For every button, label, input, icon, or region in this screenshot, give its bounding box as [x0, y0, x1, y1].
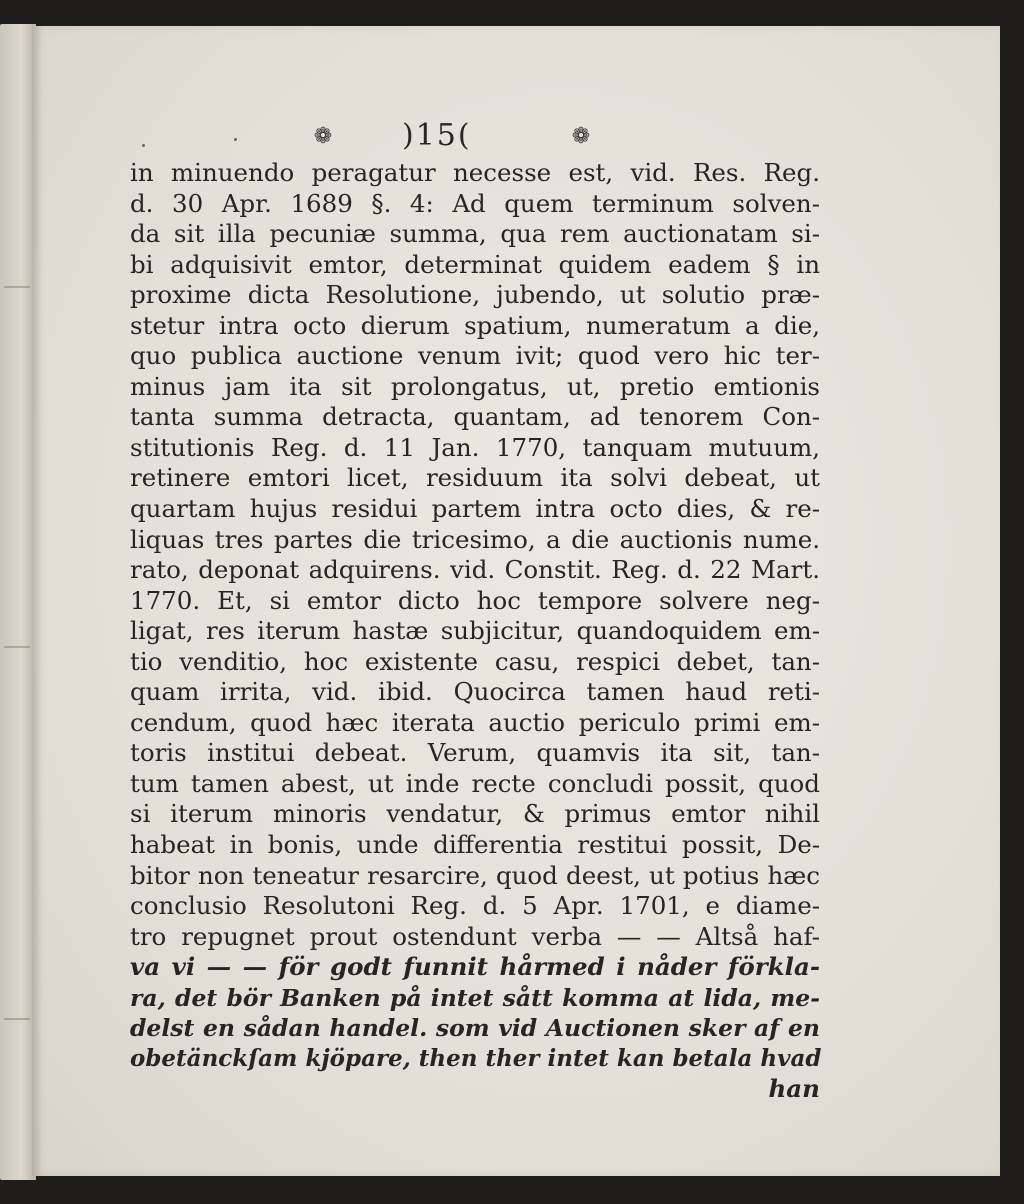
text-line-swedish: obetänckſam kjöpare, then ther intet kan betala hvad [130, 1044, 822, 1072]
fleuron-right-icon: ❁ [571, 124, 591, 149]
text-line: ligat, res iterum hastæ subjicitur, quandoquidem em- [130, 616, 820, 646]
text-line-swedish: delst en sådan handel. som vid Auctionen sker af en [130, 1014, 820, 1043]
ink-speck [142, 144, 145, 147]
text-line: toris institui debeat. Verum, quamvis ita sit, tan- [130, 738, 820, 768]
text-line: tio venditio, hoc existente casu, respici debet, tan- [130, 646, 820, 676]
text-line-swedish: ra, det bör Banken på intet sått komma at lida, me- [130, 983, 820, 1012]
text-line: bitor non teneatur resarcire, quod deest, ut potius hæc [130, 860, 820, 890]
page-edge-mark [4, 1018, 30, 1020]
facing-page-edge [0, 24, 36, 1180]
text-line: quo publica auctione venum ivit; quod vero hic ter- [130, 341, 820, 371]
text-line: d. 30 Apr. 1689 §. 4: Ad quem terminum solven- [130, 188, 820, 218]
ink-speck [234, 138, 237, 141]
body-text [130, 158, 820, 1105]
text-line: 1770. Et, si emtor dicto hoc tempore solvere neg- [130, 585, 820, 615]
text-line: stetur intra octo dierum spatium, numeratum a die, [130, 310, 820, 340]
text-line: habeat in bonis, unde differentia restitui possit, De- [130, 830, 820, 860]
text-line: tanta summa detracta, quantam, ad tenorem Con- [130, 402, 820, 432]
text-line: proxime dicta Resolutione, jubendo, ut solutio præ- [130, 280, 820, 310]
text-line: stitutionis Reg. d. 11 Jan. 1770, tanquam mutuum, [130, 432, 820, 462]
text-line: cendum, quod hæc iterata auctio periculo primi em- [130, 707, 820, 737]
fleuron-left-icon: ❁ [313, 124, 333, 149]
text-line: liquas tres partes die tricesimo, a die auctionis nume. [130, 524, 820, 554]
text-line: retinere emtori licet, residuum ita solvi debeat, ut [130, 463, 820, 493]
catchword: han [768, 1074, 820, 1104]
text-line: si iterum minoris vendatur, & primus emtor nihil [130, 799, 820, 829]
page-edge-mark [4, 286, 30, 288]
page-number: )15( [402, 118, 472, 153]
text-line: rato, deponat adquirens. vid. Constit. Reg. d. 22 Mart. [130, 555, 820, 585]
text-line: conclusio Resolutoni Reg. d. 5 Apr. 1701, e diame- [130, 891, 820, 921]
text-line: minus jam ita sit prolongatus, ut, pretio emtionis [130, 371, 820, 401]
text-line: bi adquisivit emtor, determinat quidem eadem § in [130, 249, 820, 279]
text-line: in minuendo peragatur necesse est, vid. Res. Reg. [130, 158, 820, 187]
text-line-swedish: va vi — — för godt funnit hårmed i nåder förkla- [130, 952, 820, 982]
page-edge-mark [4, 646, 30, 648]
text-line: quartam hujus residui partem intra octo dies, & re- [130, 494, 820, 524]
text-line: tro repugnet prout ostendunt verba — — Altså haf- [130, 921, 820, 951]
text-line: quam irrita, vid. ibid. Quocirca tamen haud reti- [130, 677, 820, 707]
text-line: da sit illa pecuniæ summa, qua rem auctionatam si- [130, 219, 820, 249]
text-line: tum tamen abest, ut inde recte concludi possit, quod [130, 768, 820, 798]
book-page [32, 26, 1000, 1176]
